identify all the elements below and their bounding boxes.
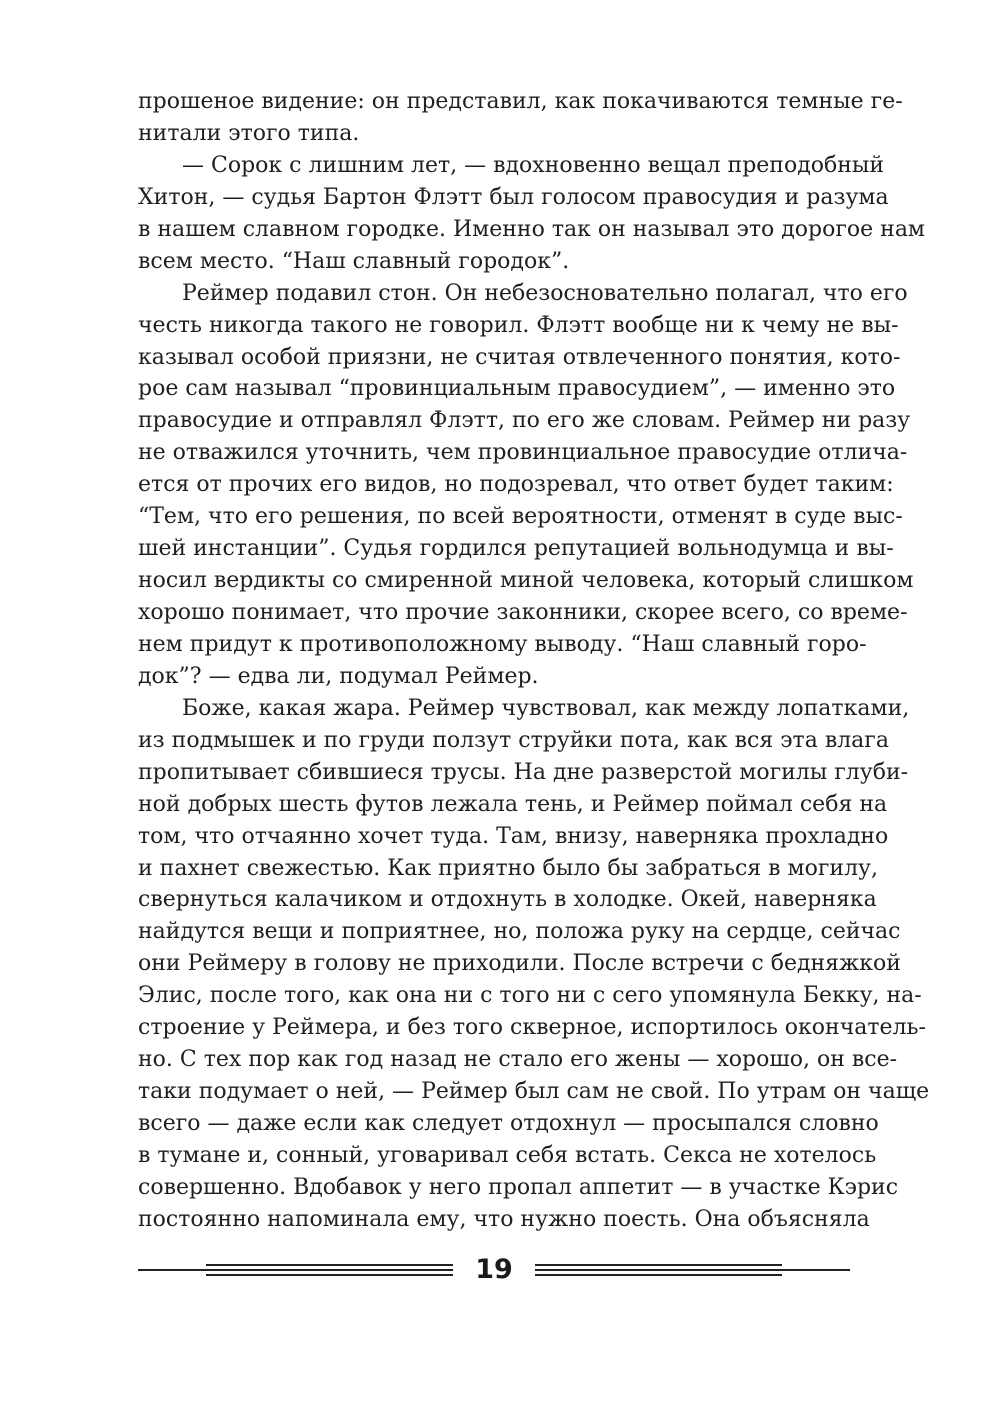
text-line: рое сам называл “провинциальным правосудием”, — именно это [138, 376, 896, 402]
text-line: нитали этого типа. [138, 120, 360, 146]
page-number: 19 [475, 1254, 513, 1285]
text-line: Хитон, — судья Бартон Флэтт был голосом правосудия и разума [138, 184, 889, 210]
text-line: в тумане и, сонный, уговаривал себя встать. Секса не хотелось [138, 1142, 877, 1168]
text-line: из подмышек и по груди ползут струйки пота, как вся эта влага [138, 727, 889, 753]
page-footer [138, 1252, 850, 1288]
text-line: Боже, какая жара. Реймер чувствовал, как между лопатками, [182, 695, 910, 721]
text-line: Элис, после того, как она ни с того ни с сего упомянула Бекку, на- [138, 983, 922, 1009]
text-line: не отважился уточнить, чем провинциальное правосудие отлича- [138, 440, 908, 466]
footer-rule-left [138, 1264, 453, 1276]
text-line: док”? — едва ли, подумал Реймер. [138, 663, 539, 689]
text-line: в нашем славном городке. Именно так он называл это дорогое нам [138, 216, 926, 242]
footer-rule-right [535, 1264, 850, 1276]
text-line: совершенно. Вдобавок у него пропал аппетит — в участке Кэрис [138, 1174, 899, 1200]
text-line: казывал особой приязни, не считая отвлеченного понятия, кото- [138, 344, 901, 370]
text-line: том, что отчаянно хочет туда. Там, внизу, наверняка прохладно [138, 823, 889, 849]
text-line: правосудие и отправлял Флэтт, по его же словам. Реймер ни разу [138, 408, 911, 434]
text-line: Реймер подавил стон. Он небезосновательно полагал, что его [182, 280, 908, 306]
text-line: они Реймеру в голову не приходили. После встречи с бедняжкой [138, 951, 901, 977]
text-line: таки подумает о ней, — Реймер был сам не свой. По утрам он чаще [138, 1079, 930, 1105]
text-line: нем придут к противоположному выводу. “Наш славный горо- [138, 631, 867, 657]
text-line: и пахнет свежестью. Как приятно было бы забраться в могилу, [138, 855, 878, 881]
text-line: пропитывает сбившиеся трусы. На дне разверстой могилы глуби- [138, 759, 909, 785]
text-line: шей инстанции”. Судья гордился репутацией вольнодумца и вы- [138, 536, 894, 562]
text-line: хорошо понимает, что прочие законники, скорее всего, со време- [138, 600, 908, 625]
text-line: ется от прочих его видов, но подозревал, что ответ будет таким: [138, 472, 894, 498]
text-line: найдутся вещи и поприятнее, но, положа руку на сердце, сейчас [138, 919, 901, 945]
text-line: ной добрых шесть футов лежала тень, и Реймер поймал себя на [138, 791, 888, 817]
text-line: всего — даже если как следует отдохнул — просыпался словно [138, 1111, 879, 1136]
text-line: носил вердикты со смиренной миной человека, который слишком [138, 568, 914, 594]
text-line: свернуться калачиком и отдохнуть в холодке. Окей, наверняка [138, 887, 877, 913]
text-line: — Сорок с лишним лет, — вдохновенно вещал преподобный [182, 152, 885, 178]
text-line: прошеное видение: он представил, как покачиваются темные ге- [138, 89, 903, 114]
body-text [138, 86, 930, 1236]
text-line: честь никогда такого не говорил. Флэтт вообще ни к чему не вы- [138, 312, 899, 338]
text-line: но. С тех пор как год назад не стало его жены — хорошо, он все- [138, 1047, 898, 1073]
text-line: “Тем, что его решения, по всей вероятности, отменят в суде выс- [138, 504, 903, 530]
text-line: всем место. “Наш славный городок”. [138, 248, 570, 274]
text-line: постоянно напоминала ему, что нужно поесть. Она объясняла [138, 1206, 870, 1232]
text-line: строение у Реймера, и без того скверное, испортилось окончатель- [138, 1015, 926, 1041]
